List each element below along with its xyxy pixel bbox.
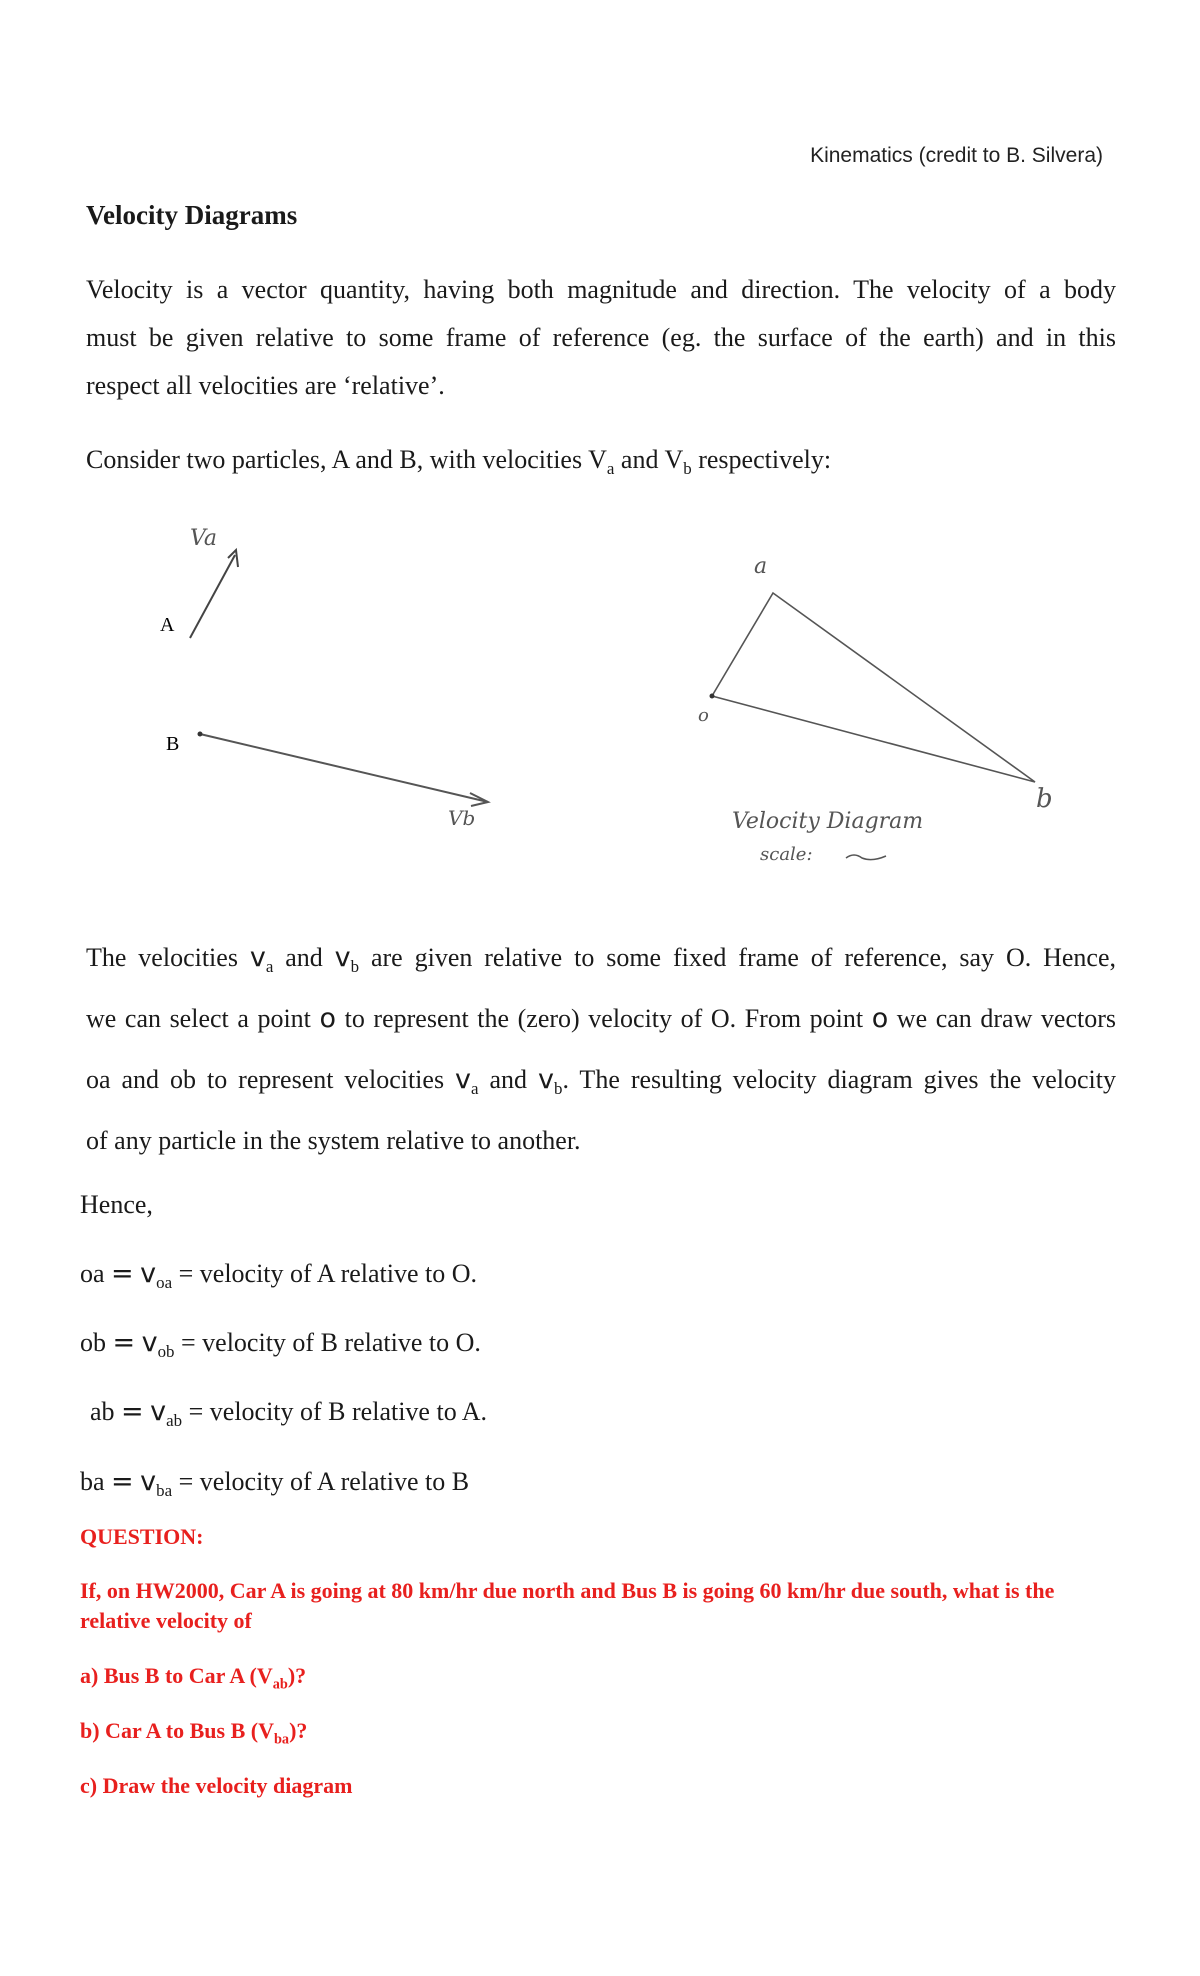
scale-squiggle: [846, 855, 886, 860]
velocity-figure: [0, 510, 1200, 900]
hand-label-va: Va: [190, 526, 217, 551]
velocity-triangle: [712, 593, 1035, 782]
explain-line-2: we can select a point o to represent the (zero) velocity of O. From point o we can draw vectors: [86, 1003, 1117, 1034]
vector-va: [190, 555, 235, 638]
hence-label: Hence,: [80, 1190, 153, 1219]
equation-ob: ob = $v_{ob}$ = velocity of B relative to O.: [80, 1327, 481, 1362]
label-particle-a: A: [160, 614, 175, 636]
question-part-a: a) Bus B to Car A $(V_{ab})$?: [80, 1663, 307, 1693]
explain-line-4: of any particle in the system relative to another.: [86, 1126, 581, 1155]
intro-line-3: respect all velocities are ‘relative’.: [86, 371, 445, 400]
question-text: If, on HW2000, Car A is going at 80 km/hr due north and Bus B is going 60 km/hr due south, what is the relative velocity of: [80, 1578, 1055, 1633]
consider-text-c: respectively:: [691, 445, 832, 474]
question-part-c: c) Draw the velocity diagram: [80, 1773, 353, 1798]
explain-paragraph: [86, 927, 1116, 1171]
intro-paragraph: [86, 266, 1116, 410]
hand-label-vb: Vb: [448, 806, 476, 830]
section-title: Velocity Diagrams: [86, 200, 298, 230]
explain-line-3: oa and ob to represent velocities $v_a$ and $v_b$. The resulting velocity diagram gives the velocity: [86, 1064, 1116, 1099]
equation-ba: ba = $v_{ba}$ = velocity of A relative to B: [80, 1466, 470, 1501]
question-part-b: b) Car A to Bus B $(V_{ba})$?: [80, 1718, 308, 1748]
intro-line-2: must be given relative to some frame of reference (eg. the surface of the earth) and in this: [86, 323, 1116, 352]
equation-oa: oa = $v_{oa}$ = velocity of A relative to O.: [80, 1258, 478, 1293]
point-b-label: b: [1036, 784, 1053, 814]
consider-paragraph: [86, 436, 1116, 484]
figure-scale: scale:: [760, 844, 813, 865]
consider-text-a: Consider two particles, A and B, with velocities V: [86, 445, 607, 474]
consider-sub-a: a: [606, 459, 615, 479]
question-heading: QUESTION:: [80, 1524, 204, 1549]
intro-line-1: Velocity is a vector quantity, having both magnitude and direction. The velocity of a body: [86, 275, 1116, 304]
consider-text-b: and V: [614, 445, 684, 474]
page-header: Kinematics (credit to B. Silvera): [810, 144, 1103, 167]
point-o-label: o: [698, 705, 709, 726]
explain-line-1: The velocities $v_a$ and $v_b$ are given relative to some fixed frame of reference, say O. Hence,: [86, 942, 1117, 977]
particle-b-dot: [198, 732, 203, 737]
consider-sub-b: b: [683, 459, 692, 479]
figure-caption: Velocity Diagram: [732, 809, 924, 834]
vector-vb: [200, 734, 488, 802]
point-o-dot: [710, 694, 715, 699]
point-a-label: a: [754, 554, 768, 579]
label-particle-b: B: [166, 733, 180, 755]
equation-ab: ab = $v_{ab}$ = velocity of B relative to A.: [90, 1396, 488, 1431]
